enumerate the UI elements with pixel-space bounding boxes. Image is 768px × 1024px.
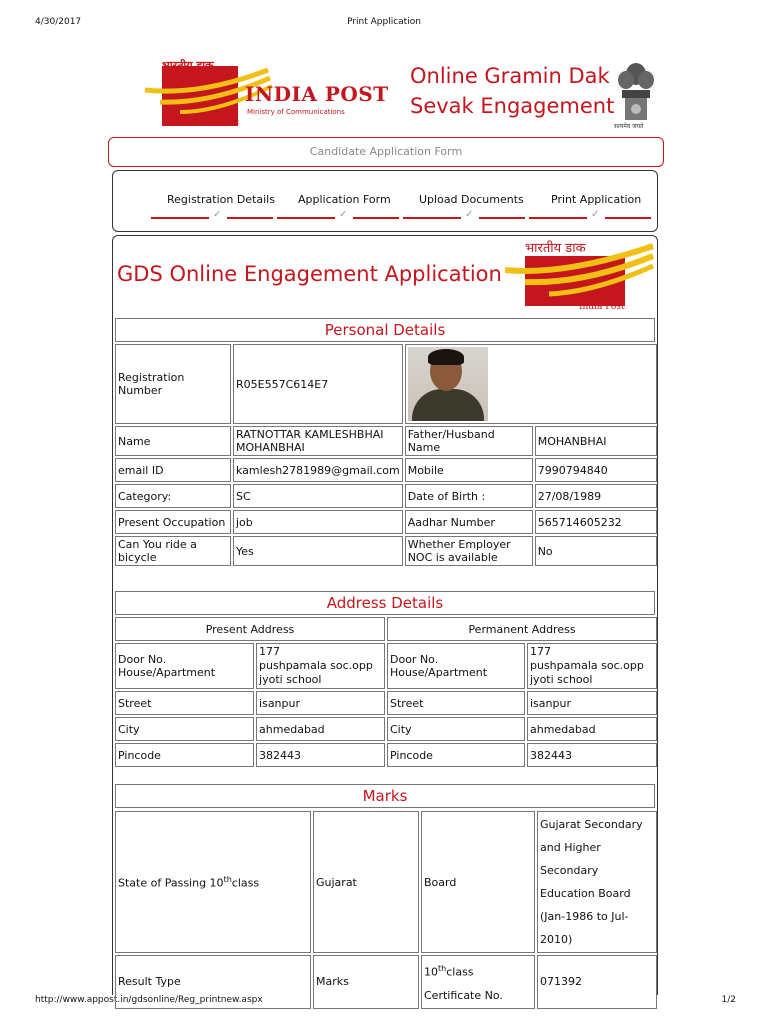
occupation-label: Present Occupation (115, 510, 231, 534)
banner-line-2: Sevak Engagement (410, 94, 615, 118)
name-label: Name (115, 426, 231, 456)
certificate-number-label: 10thclass Certificate No. (421, 955, 535, 1009)
page-number: 1/2 (721, 995, 736, 1005)
emblem-caption: सत्यमेव जयते (614, 123, 644, 130)
permanent-pincode-value: 382443 (527, 743, 657, 767)
site-banner (140, 60, 660, 135)
present-door-line-3: jyoti school (259, 673, 322, 686)
present-street-value: isanpur (256, 691, 385, 715)
application-title: GDS Online Engagement Application (117, 262, 502, 286)
present-door-value (256, 643, 385, 689)
photo-cell (405, 344, 657, 424)
permanent-city-label: City (387, 717, 525, 741)
bicycle-label: Can You ride a bicycle (115, 536, 231, 566)
board-value: Gujarat Secondary and Higher Secondary Education Board (Jan-1986 to Jul-2010) (537, 811, 657, 953)
step-upload-documents[interactable]: Upload Documents (419, 193, 524, 206)
address-details-table (113, 615, 659, 769)
step-registration-details[interactable]: Registration Details (167, 193, 275, 206)
logo-title: INDIA POST (245, 82, 389, 106)
logo-hindi-text: भारतीय डाक (162, 59, 214, 72)
certificate-number-value: 071392 (537, 955, 657, 1009)
personal-details-heading: Personal Details (115, 318, 655, 342)
step-2-check-icon: ✓ (339, 209, 348, 220)
step-3-bar-right (479, 217, 525, 219)
mobile-label: Mobile (405, 458, 533, 482)
step-4-check-icon: ✓ (591, 209, 600, 220)
present-door-line-1: 177 (259, 645, 281, 658)
permanent-city-value: ahmedabad (527, 717, 657, 741)
father-name-label: Father/Husband Name (405, 426, 533, 456)
permanent-door-value (527, 643, 657, 689)
mobile-value: 7990794840 (535, 458, 657, 482)
present-pincode-value: 382443 (256, 743, 385, 767)
board-label: Board (421, 811, 535, 953)
step-1-bar-left (151, 217, 209, 219)
address-details-heading: Address Details (115, 591, 655, 615)
step-2-bar-left (277, 217, 335, 219)
personal-details-table (113, 342, 659, 568)
print-date: 4/30/2017 (35, 17, 82, 27)
national-emblem-icon (616, 60, 656, 130)
registration-number-label: Registration Number (115, 344, 231, 424)
step-print-application[interactable]: Print Application (551, 193, 642, 206)
step-2-bar-right (353, 217, 399, 219)
present-city-label: City (115, 717, 254, 741)
permanent-street-value: isanpur (527, 691, 657, 715)
progress-steps (112, 170, 658, 232)
present-city-value: ahmedabad (256, 717, 385, 741)
app-logo-hindi: भारतीय डाक (525, 241, 586, 256)
logo-caption: India Post (205, 118, 240, 126)
category-label: Category: (115, 484, 231, 508)
candidate-photo (408, 347, 488, 421)
noc-value: No (535, 536, 657, 566)
permanent-street-label: Street (387, 691, 525, 715)
state-of-passing-label: State of Passing 10thclass (115, 811, 311, 953)
permanent-door-label: Door No. House/Apartment (387, 643, 525, 689)
dob-value: 27/08/1989 (535, 484, 657, 508)
registration-number-value: R05E557C614E7 (233, 344, 403, 424)
step-1-check-icon: ✓ (213, 209, 222, 220)
noc-label: Whether Employer NOC is available (405, 536, 533, 566)
present-door-line-2: pushpamala soc.opp (259, 659, 373, 672)
form-title: Candidate Application Form (108, 137, 664, 167)
banner-line-1: Online Gramin Dak (410, 64, 610, 88)
category-value: SC (233, 484, 403, 508)
step-4-bar-left (529, 217, 587, 219)
step-3-check-icon: ✓ (465, 209, 474, 220)
dob-label: Date of Birth : (405, 484, 533, 508)
aadhar-value: 565714605232 (535, 510, 657, 534)
occupation-value: job (233, 510, 403, 534)
permanent-door-line-1: 177 (530, 645, 551, 658)
permanent-address-heading: Permanent Address (387, 617, 657, 641)
logo-subtitle: Ministry of Communications (247, 108, 345, 116)
app-logo-caption: India Post (579, 302, 625, 312)
step-4-bar-right (605, 217, 651, 219)
present-street-label: Street (115, 691, 254, 715)
email-value: kamlesh2781989@gmail.com (233, 458, 403, 482)
permanent-door-line-3: jyoti school (530, 673, 593, 686)
permanent-pincode-label: Pincode (387, 743, 525, 767)
print-url: http://www.appost.in/gdsonline/Reg_printnew.aspx (35, 995, 263, 1005)
step-application-form[interactable]: Application Form (298, 193, 391, 206)
result-type-value: Marks (313, 955, 419, 1009)
application-panel (112, 235, 658, 1002)
present-pincode-label: Pincode (115, 743, 254, 767)
father-name-value: MOHANBHAI (535, 426, 657, 456)
marks-heading: Marks (115, 784, 655, 808)
present-door-label: Door No. House/Apartment (115, 643, 254, 689)
aadhar-label: Aadhar Number (405, 510, 533, 534)
print-title: Print Application (347, 17, 421, 27)
step-1-bar-right (227, 217, 273, 219)
state-of-passing-value: Gujarat (313, 811, 419, 953)
permanent-door-line-2: pushpamala soc.opp (530, 659, 644, 672)
name-value: RATNOTTAR KAMLESHBHAI MOHANBHAI (233, 426, 403, 456)
bicycle-value: Yes (233, 536, 403, 566)
step-3-bar-left (403, 217, 461, 219)
email-label: email ID (115, 458, 231, 482)
marks-table (113, 809, 659, 1011)
result-type-label: Result Type (115, 955, 311, 1009)
present-address-heading: Present Address (115, 617, 385, 641)
